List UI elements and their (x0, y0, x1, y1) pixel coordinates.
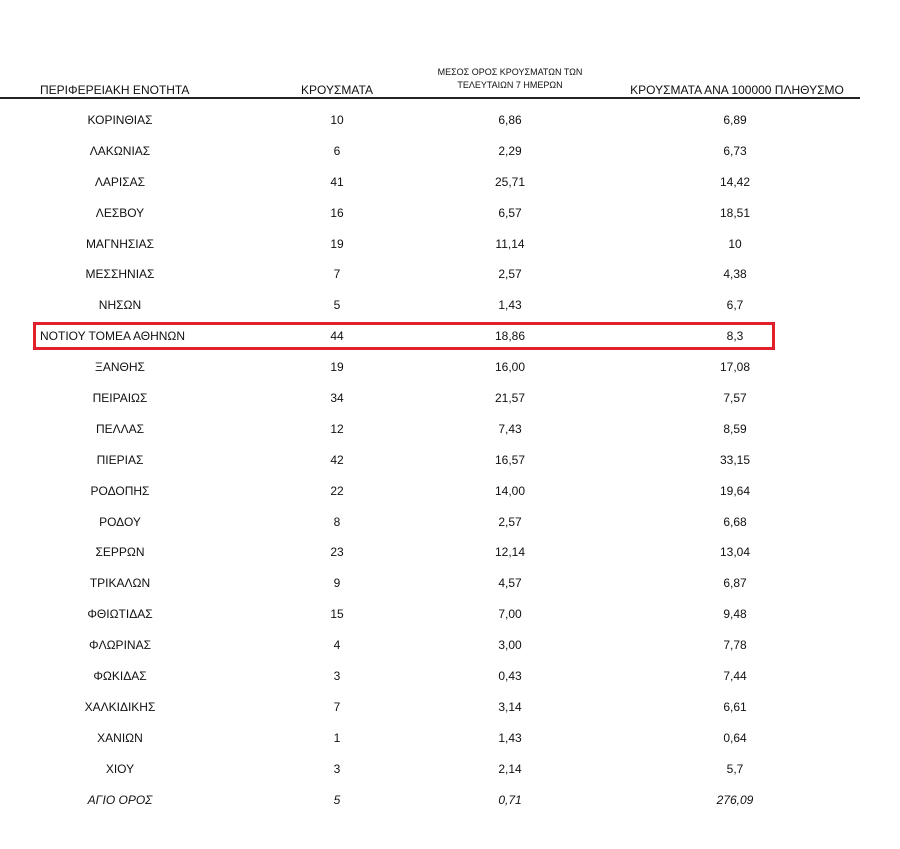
table-body (0, 105, 900, 815)
cell-cases: 34 (330, 391, 344, 406)
cell-7day-average: 6,86 (498, 113, 522, 127)
table-row (0, 105, 900, 136)
cell-cases-per-100k: 8,3 (726, 329, 744, 344)
cell-7day-average: 11,14 (495, 236, 525, 251)
cell-cases-per-100k: 5,7 (726, 761, 744, 776)
cell-region: ΚΟΡΙΝΘΙΑΣ (87, 113, 153, 127)
cell-7day-average: 2,57 (498, 267, 522, 282)
table-row (0, 476, 900, 507)
cell-cases: 5 (333, 792, 341, 807)
cell-region: ΣΕΡΡΩΝ (95, 545, 145, 560)
cell-cases-per-100k: 6,68 (723, 514, 747, 529)
header-7day-average-line2: ΤΕΛΕΥΤΑΙΩΝ 7 ΗΜΕΡΩΝ (457, 80, 563, 90)
cell-7day-average: 2,29 (498, 143, 522, 158)
cell-cases: 6 (333, 143, 341, 158)
cell-cases-per-100k: 10 (728, 236, 742, 251)
cell-cases: 9 (333, 576, 341, 591)
cell-cases-per-100k: 14,42 (719, 174, 751, 189)
cell-cases: 8 (333, 514, 341, 529)
table-row (0, 290, 900, 321)
cell-cases: 22 (330, 483, 344, 498)
cell-cases-per-100k: 276,09 (716, 792, 754, 807)
table-row (0, 136, 900, 167)
header-region: ΠΕΡΙΦΕΡΕΙΑΚΗ ΕΝΟΤΗΤΑ (40, 83, 190, 97)
cell-7day-average: 4,57 (498, 576, 522, 591)
cell-cases-per-100k: 6,61 (723, 699, 747, 714)
table-row (0, 259, 900, 290)
cell-7day-average: 14,00 (494, 483, 526, 498)
cell-region: ΠΕΛΛΑΣ (95, 421, 145, 436)
cell-cases-per-100k: 0,64 (723, 730, 747, 745)
cell-region: ΧΑΝΙΩΝ (97, 730, 143, 745)
cell-cases: 19 (330, 236, 344, 251)
cell-cases: 23 (330, 545, 344, 560)
cell-cases-per-100k: 7,78 (723, 638, 747, 653)
cell-cases: 42 (330, 452, 344, 467)
cell-cases: 12 (330, 421, 344, 436)
cell-cases-per-100k: 8,59 (723, 421, 747, 436)
cell-cases-per-100k: 6,73 (723, 143, 747, 158)
cell-region: ΝΟΤΙΟΥ ΤΟΜΕΑ ΑΘΗΝΩΝ (40, 329, 186, 344)
cell-cases: 4 (333, 638, 341, 653)
table-row (0, 414, 900, 445)
cell-cases: 10 (330, 113, 344, 127)
table-row (0, 661, 900, 692)
cell-region: ΡΟΔΟΠΗΣ (90, 483, 150, 498)
cell-cases-per-100k: 4,38 (723, 267, 747, 282)
table-row (0, 568, 900, 599)
cell-cases: 1 (333, 730, 341, 745)
header-rule (0, 97, 860, 99)
table-row (0, 537, 900, 568)
cell-cases: 15 (330, 607, 344, 622)
cell-cases-per-100k: 13,04 (719, 545, 751, 560)
cell-region: ΛΑΡΙΣΑΣ (94, 174, 146, 189)
header-7day-average (410, 66, 610, 92)
cell-cases-per-100k: 17,08 (719, 360, 751, 375)
cell-region: ΜΑΓΝΗΣΙΑΣ (85, 236, 155, 251)
table-row (0, 198, 900, 229)
cell-cases-per-100k: 19,64 (719, 483, 751, 498)
table-row (0, 692, 900, 723)
cell-region: ΦΩΚΙΔΑΣ (93, 669, 147, 684)
table-row (0, 445, 900, 476)
cell-region: ΛΕΣΒΟΥ (95, 205, 145, 220)
cell-cases-per-100k: 33,15 (719, 452, 751, 467)
cell-7day-average: 16,00 (494, 360, 526, 375)
cell-region: ΝΗΣΩΝ (98, 298, 142, 313)
table-row (0, 723, 900, 754)
table-row (0, 507, 900, 538)
cell-7day-average: 2,14 (498, 761, 522, 776)
cell-7day-average: 21,57 (494, 391, 526, 406)
cell-7day-average: 0,43 (498, 669, 522, 684)
header-cases-per-100k: ΚΡΟΥΣΜΑΤΑ ΑΝΑ 100000 ΠΛΗΘΥΣΜΟ (630, 83, 844, 97)
cell-cases-per-100k: 6,89 (723, 113, 747, 127)
cell-7day-average: 0,71 (498, 792, 522, 807)
cell-7day-average: 3,00 (498, 638, 522, 653)
cell-cases-per-100k: 7,44 (723, 669, 747, 684)
highlight-box (33, 322, 775, 350)
cell-7day-average: 6,57 (498, 205, 522, 220)
cell-region: ΛΑΚΩΝΙΑΣ (89, 143, 151, 158)
cell-7day-average: 3,14 (498, 699, 522, 714)
cell-7day-average: 12,14 (494, 545, 526, 560)
cell-7day-average: 18,86 (494, 329, 526, 344)
table-row (0, 352, 900, 383)
table-row (0, 229, 900, 260)
cell-region: ΤΡΙΚΑΛΩΝ (89, 576, 151, 591)
header-cases: ΚΡΟΥΣΜΑΤΑ (301, 83, 373, 97)
cell-7day-average: 7,00 (498, 607, 522, 622)
table-row (0, 785, 900, 816)
table-row (0, 630, 900, 661)
cell-cases: 5 (333, 298, 341, 313)
cell-cases: 16 (330, 205, 344, 220)
cell-7day-average: 7,43 (498, 421, 522, 436)
table-row (0, 167, 900, 198)
table-row (0, 599, 900, 630)
cell-region: ΧΑΛΚΙΔΙΚΗΣ (84, 699, 156, 714)
cell-cases: 3 (333, 669, 341, 684)
cell-cases: 3 (333, 761, 341, 776)
cell-region: ΡΟΔΟΥ (99, 514, 141, 529)
cell-cases: 19 (330, 360, 344, 375)
cell-cases: 7 (333, 699, 341, 714)
cell-region: ΧΙΟΥ (105, 761, 135, 776)
cell-region: ΑΓΙΟ ΟΡΟΣ (87, 792, 153, 807)
cell-region: ΦΘΙΩΤΙΔΑΣ (87, 607, 153, 622)
cell-cases: 44 (330, 329, 344, 344)
cell-region: ΞΑΝΘΗΣ (95, 360, 145, 375)
table-row (0, 383, 900, 414)
cell-cases-per-100k: 6,87 (723, 576, 747, 591)
cell-cases-per-100k: 7,57 (723, 391, 747, 406)
cell-cases-per-100k: 18,51 (719, 205, 751, 220)
cell-region: ΦΛΩΡΙΝΑΣ (89, 638, 151, 653)
cell-region: ΠΙΕΡΙΑΣ (96, 452, 144, 467)
cell-cases-per-100k: 9,48 (723, 607, 747, 622)
cell-region: ΠΕΙΡΑΙΩΣ (92, 391, 148, 406)
cell-7day-average: 1,43 (498, 298, 522, 313)
cell-cases: 7 (333, 267, 341, 282)
cell-7day-average: 1,43 (498, 730, 522, 745)
table-row (0, 754, 900, 785)
cell-region: ΜΕΣΣΗΝΙΑΣ (85, 267, 155, 282)
cell-cases: 41 (330, 174, 344, 189)
cell-cases-per-100k: 6,7 (726, 298, 744, 313)
cell-7day-average: 16,57 (494, 452, 526, 467)
cell-7day-average: 2,57 (498, 514, 522, 529)
cell-7day-average: 25,71 (494, 174, 526, 189)
header-7day-average-line1: ΜΕΣΟΣ ΟΡΟΣ ΚΡΟΥΣΜΑΤΩΝ ΤΩΝ (437, 67, 583, 77)
